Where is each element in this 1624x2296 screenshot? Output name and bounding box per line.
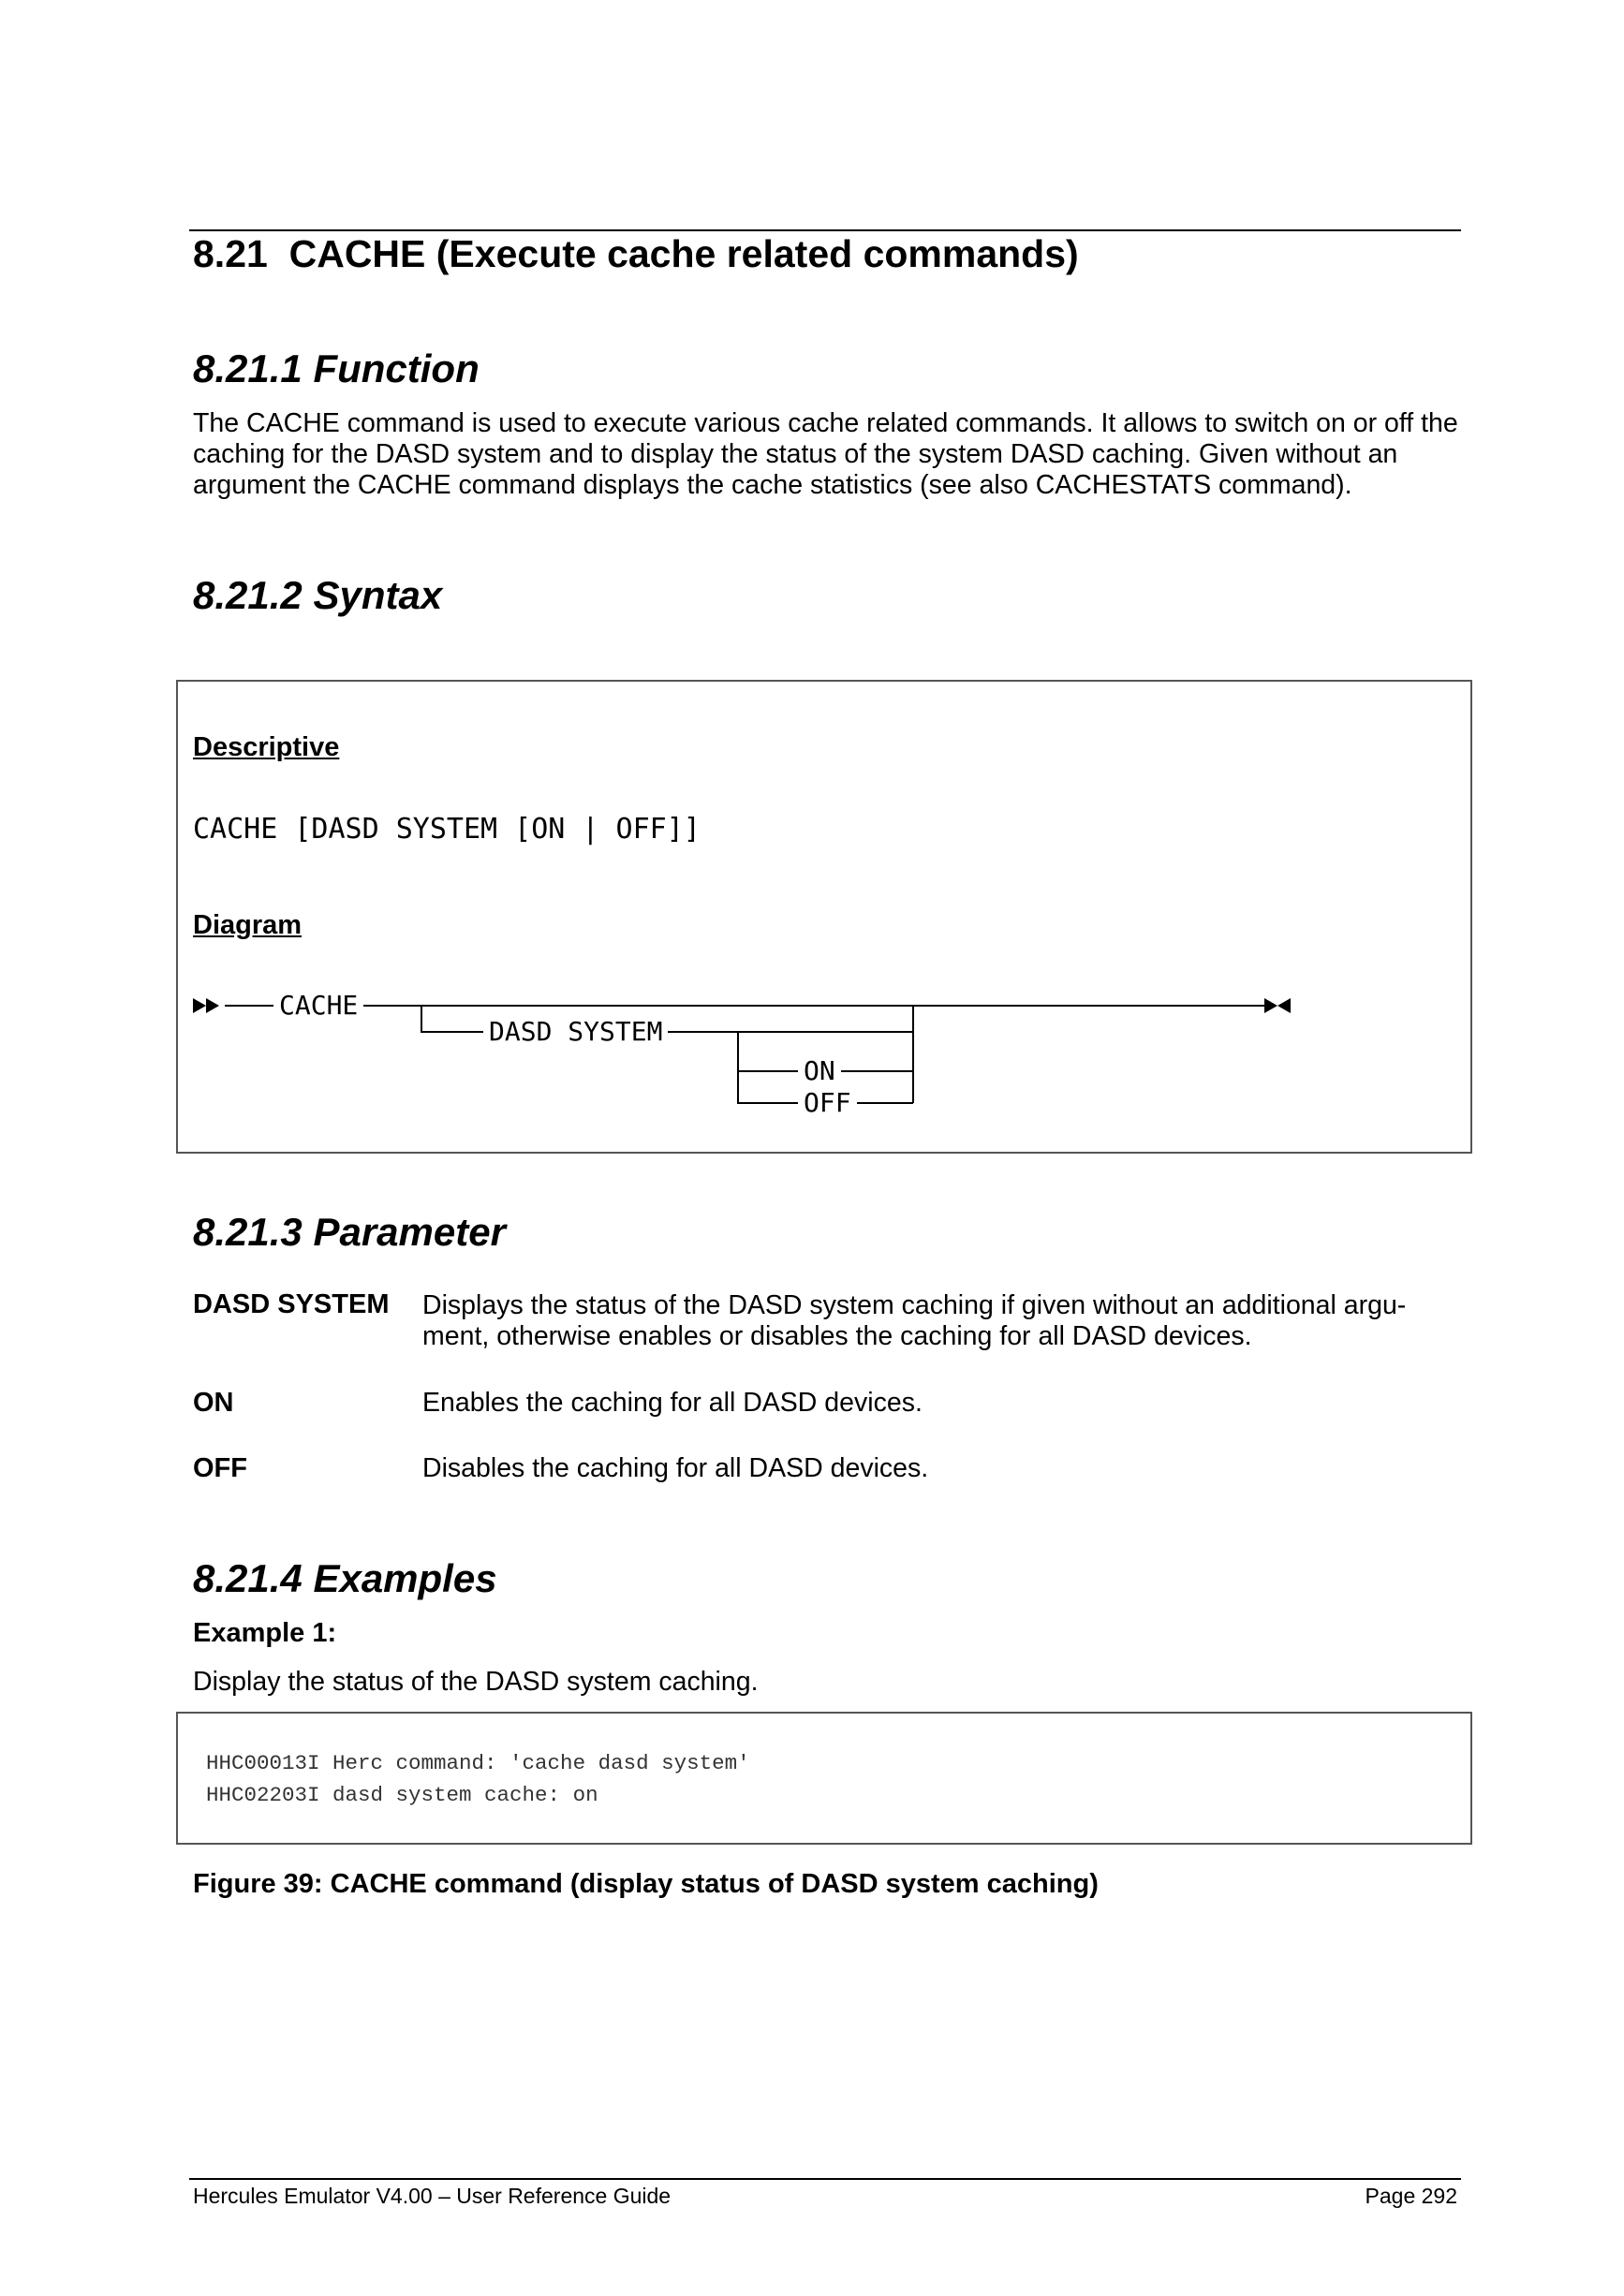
footer-left: Hercules Emulator V4.00 – User Reference Guide (193, 2184, 672, 2208)
section-number: 8.21 (193, 232, 268, 275)
footer-rule (189, 2178, 1461, 2180)
param-name-off: OFF (193, 1453, 247, 1483)
descriptive-label: Descriptive (193, 732, 340, 762)
footer-page-number: Page 292 (1365, 2184, 1457, 2208)
param-desc-on: Enables the caching for all DASD devices. (422, 1388, 923, 1418)
param-name-dasd-system: DASD SYSTEM (193, 1289, 390, 1319)
parameter-heading: 8.21.3 Parameter (193, 1210, 506, 1254)
diagram-label: Diagram (193, 910, 303, 940)
example-1-code-box (176, 1712, 1472, 1845)
example-1-label: Example 1: (193, 1618, 337, 1648)
param-desc-dasd-system: Displays the status of the DASD system caching if given without an additional argu-ment, otherwise enables or disables the caching for all DASD devices. (422, 1290, 1407, 1351)
figure-caption: Figure 39: CACHE command (display status of DASD system caching) (193, 1869, 1099, 1899)
param-name-on: ON (193, 1388, 234, 1418)
syntax-box (176, 680, 1472, 1154)
descriptive-syntax: CACHE [DASD SYSTEM [ON | OFF]] (193, 813, 701, 846)
param-desc-off: Disables the caching for all DASD devices. (422, 1453, 929, 1483)
diagram-off: OFF (798, 1090, 857, 1116)
section-title (193, 232, 1079, 276)
code-line: HHC00013I Herc command: 'cache dasd system' (206, 1751, 750, 1775)
function-paragraph: The CACHE command is used to execute various cache related commands. It allows to switch on or off the caching for the DASD system and to display the status of the system DASD caching. Given without an argument the CACHE command displays the cache statistics (see also CACHESTATS command). (193, 408, 1458, 500)
code-line: HHC02203I dasd system cache: on (206, 1783, 598, 1807)
examples-heading: 8.21.4 Examples (193, 1556, 497, 1600)
syntax-heading: 8.21.2 Syntax (193, 573, 443, 617)
diagram-dasd-system: DASD SYSTEM (483, 1019, 668, 1045)
example-1-text: Display the status of the DASD system caching. (193, 1667, 759, 1697)
syntax-diagram (178, 682, 1470, 1152)
function-heading: 8.21.1 Function (193, 346, 480, 390)
diagram-on: ON (798, 1058, 841, 1084)
top-rule (189, 229, 1461, 231)
diagram-cache: CACHE (273, 993, 363, 1019)
section-title-text: CACHE (Execute cache related commands) (288, 232, 1079, 275)
